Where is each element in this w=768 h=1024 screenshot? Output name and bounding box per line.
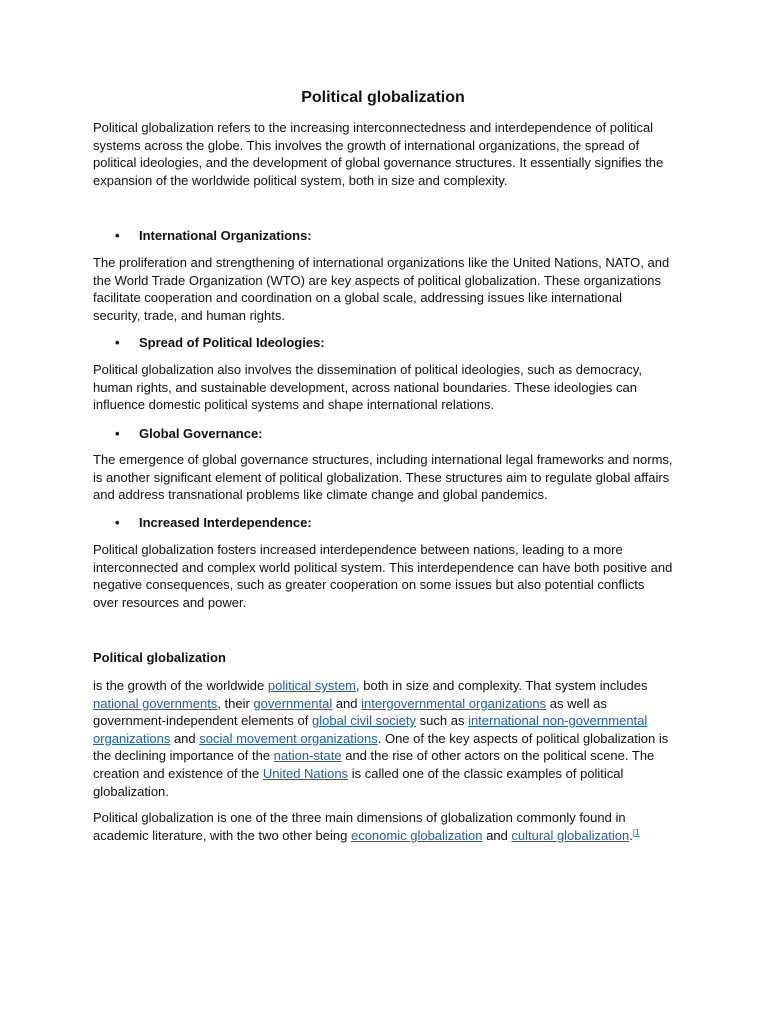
section-paragraph: The proliferation and strengthening of international organizations like the United Nations, NATO, and the World Trade Organization (WTO) are key aspects of political globalization. These organizations facilitate cooperation and coordination on a global scale, addressing issues like international security, trade, and human rights. bbox=[93, 255, 670, 323]
text-run: and bbox=[482, 827, 512, 843]
link-cultural-globalization[interactable]: cultural globalization bbox=[511, 827, 630, 843]
link-intergovernmental-organizations[interactable]: intergovernmental organizations bbox=[361, 695, 547, 711]
wiki-paragraph-1 bbox=[93, 677, 673, 800]
link-national-governments[interactable]: national governments bbox=[93, 695, 218, 711]
text-run: Political globalization is one of the three main dimensions of globalization commonly found in academic literature, with the two other being bbox=[93, 810, 626, 843]
text-run: , their bbox=[217, 695, 254, 711]
text-run: is the growth of the worldwide bbox=[93, 678, 268, 693]
link-international-ngos[interactable]: international non-governmental organizations bbox=[93, 713, 648, 746]
bullet-heading: Spread of Political Ideologies: bbox=[139, 335, 325, 350]
link-governmental[interactable]: governmental bbox=[253, 695, 333, 711]
bullet-heading: International Organizations: bbox=[139, 228, 312, 243]
section-paragraph: Political globalization fosters increased interdependence between nations, leading to a more interconnected and complex world political system. This interdependence can have both positive and negative consequences, such as greater cooperation on some issues but also potential conflicts over resources and power. bbox=[93, 542, 673, 610]
link-global-civil-society[interactable]: global civil society bbox=[311, 713, 417, 729]
section-paragraph: Political globalization also involves the dissemination of political ideologies, such as democracy, human rights, and sustainable development, across national boundaries. These ideologies can influence domestic political systems and shape international relations. bbox=[93, 362, 642, 413]
bullet-icon: • bbox=[115, 426, 120, 441]
text-run: as well as government-independent elements of bbox=[93, 695, 607, 729]
bullet-icon: • bbox=[115, 228, 120, 243]
text-run: . One of the key aspects of political globalization is the declining importance of the bbox=[93, 730, 669, 764]
text-run: is called one of the classic examples of political globalization. bbox=[93, 765, 624, 799]
text-run: and the rise of other actors on the political scene. The creation and existence of the bbox=[93, 748, 655, 781]
text-run: and bbox=[332, 695, 362, 711]
link-social-movement-organizations[interactable]: social movement organizations bbox=[199, 730, 378, 746]
text-run: such as bbox=[416, 713, 469, 729]
text-run: , both in size and complexity. That system includes bbox=[356, 678, 648, 693]
bullet-icon: • bbox=[115, 515, 120, 530]
link-economic-globalization[interactable]: economic globalization bbox=[350, 827, 483, 843]
page-title: Political globalization bbox=[301, 89, 465, 106]
bullet-icon: • bbox=[115, 335, 120, 350]
wiki-paragraph-2 bbox=[93, 809, 673, 844]
intro-paragraph: Political globalization refers to the increasing interconnectedness and interdependence of political systems across the globe. This involves the growth of international organizations, the spread of political ideologies, and the development of global governance structures. It essentially signifies the expansion of the worldwide political system, both in size and complexity. bbox=[93, 120, 664, 188]
section-heading: Political globalization bbox=[93, 650, 226, 665]
bullet-heading: Increased Interdependence: bbox=[139, 515, 312, 530]
bullet-heading: Global Governance: bbox=[139, 426, 263, 441]
text-run: and bbox=[170, 730, 200, 746]
link-united-nations[interactable]: United Nations bbox=[262, 765, 349, 781]
link-nation-state[interactable]: nation-state bbox=[273, 748, 342, 764]
link-political-system[interactable]: political system bbox=[267, 678, 357, 693]
text-run: . bbox=[629, 827, 633, 843]
reference-link[interactable]: [1 bbox=[632, 827, 640, 837]
section-paragraph: The emergence of global governance structures, including international legal frameworks and norms, is another significant element of political globalization. These structures aim to regulate global affairs and address transnational problems like climate change and global pandemics. bbox=[93, 452, 673, 503]
